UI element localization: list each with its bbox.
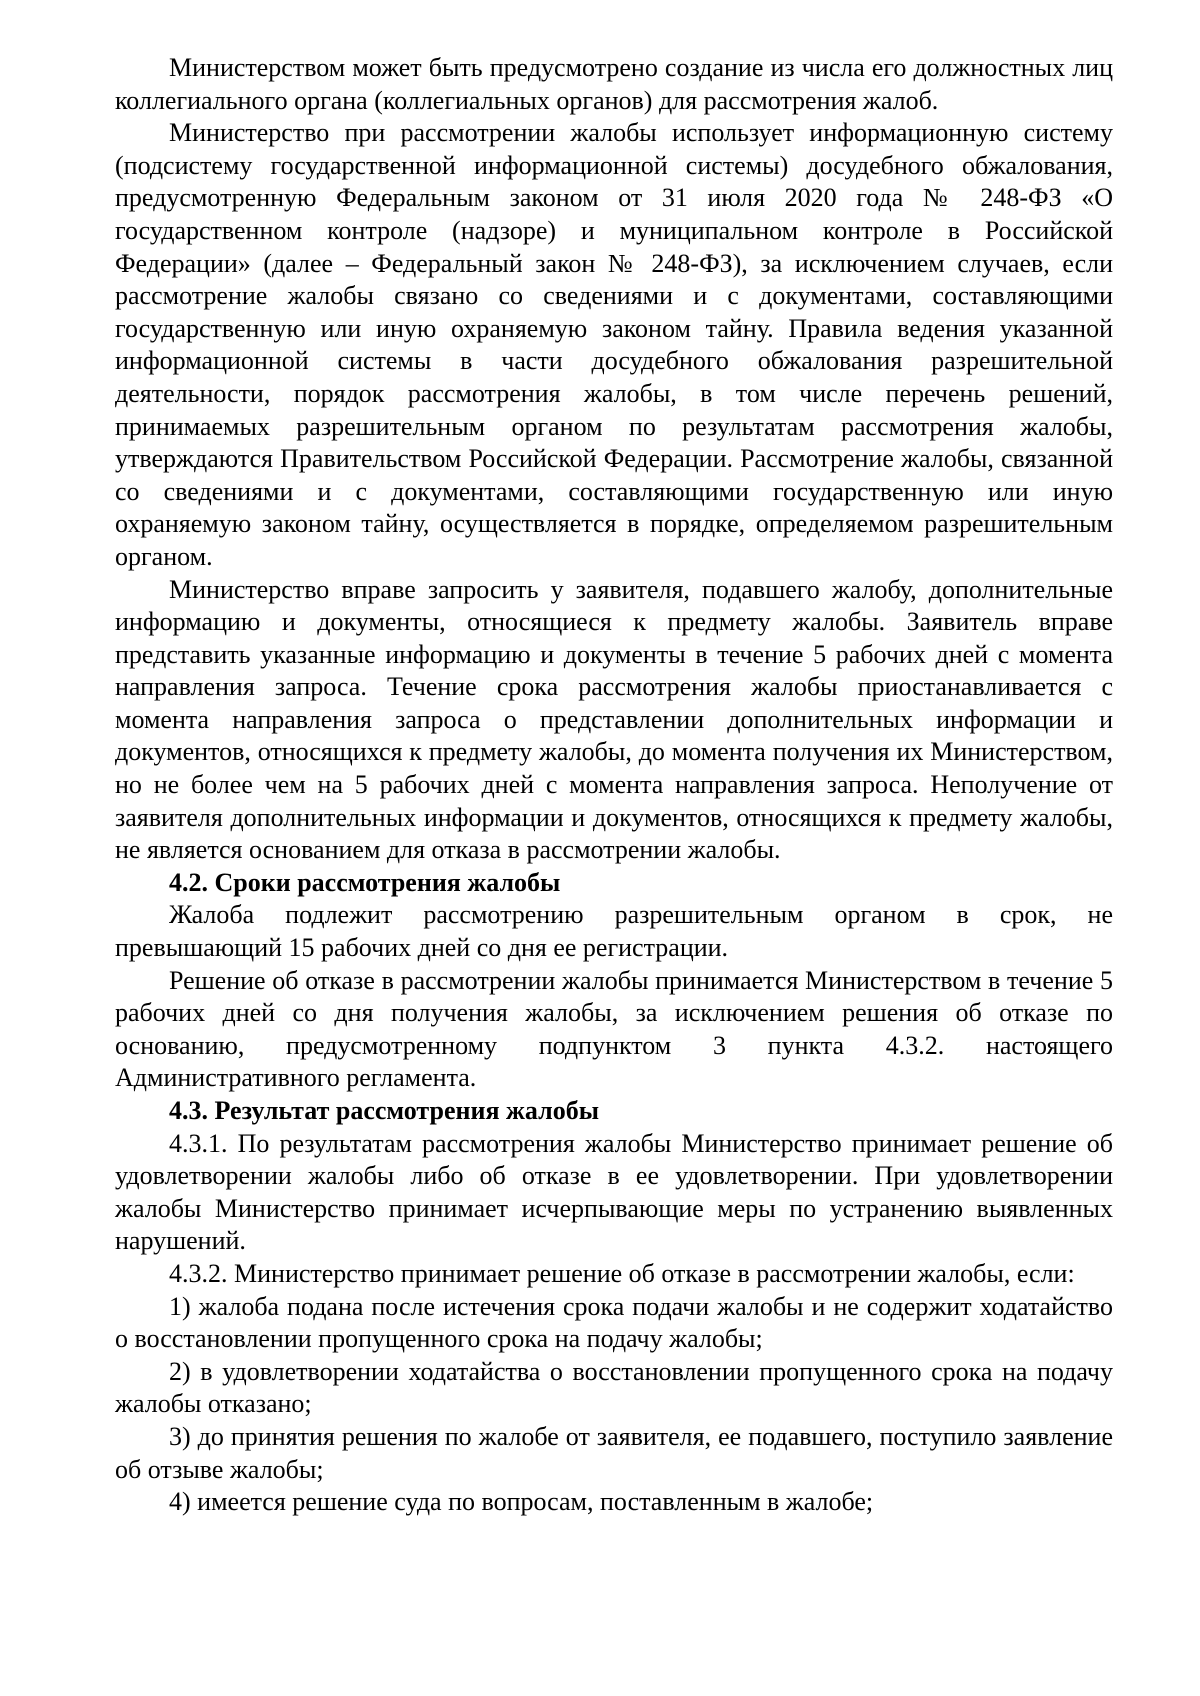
section-heading-review-terms: 4.2. Сроки рассмотрения жалобы: [169, 867, 561, 897]
paragraph-4-3-1: 4.3.1. По результатам рассмотрения жалобы Министерство принимает решение об удовлетворении жалобы либо об отказе в ее удовлетворении. При удовлетворении жалобы Министерство принимает исчерпывающие меры по устранению выявленных нарушений.: [115, 1128, 1113, 1256]
list-item: 1) жалоба подана после истечения срока подачи жалобы и не содержит ходатайство о восстановлении пропущенного срока на подачу жалобы;: [115, 1291, 1113, 1354]
paragraph-review-term: Жалоба подлежит рассмотрению разрешительным органом в срок, не превышающий 15 рабочих дней со дня ее регистрации.: [115, 900, 1113, 963]
list-item: 3) до принятия решения по жалобе от заявителя, ее подавшего, поступило заявление об отзыве жалобы;: [115, 1421, 1113, 1484]
paragraph-refusal-term: Решение об отказе в рассмотрении жалобы принимается Министерством в течение 5 рабочих дней со дня получения жалобы, за исключением решения об отказе по основанию, предусмотренному подпунктом 3 пункта 4.3.2. настоящего Административного регламента.: [115, 965, 1113, 1093]
list-item: 4) имеется решение суда по вопросам, поставленным в жалобе;: [169, 1487, 874, 1517]
document-page: [115, 52, 1113, 1519]
list-item: 2) в удовлетворении ходатайства о восстановлении пропущенного срока на подачу жалобы отказано;: [115, 1356, 1113, 1419]
paragraph-4-3-2: 4.3.2. Министерство принимает решение об отказе в рассмотрении жалобы, если:: [169, 1258, 1075, 1288]
paragraph-information-system: Министерство при рассмотрении жалобы использует информационную систему (подсистему государственной информационной системы) досудебного обжалования, предусмотренную Федеральным законом от 31 июля 2020 года № 248-ФЗ «О государственном контроле (надзоре) и муниципальном контроле в Российской Федерации» (далее – Федеральный закон № 248-ФЗ), за исключением случаев, если рассмотрение жалобы связано со сведениями и с документами, составляющими государственную или иную охраняемую законом тайну. Правила ведения указанной информационной системы в части досудебного обжалования разрешительной деятельности, порядок рассмотрения жалобы, в том числе перечень решений, принимаемых разрешительным органом по результатам рассмотрения жалобы, утверждаются Правительством Российской Федерации. Рассмотрение жалобы, связанной со сведениями и с документами, составляющими государственную или иную охраняемую законом тайну, осуществляется в порядке, определяемом разрешительным органом.: [115, 118, 1113, 571]
section-heading-review-result: 4.3. Результат рассмотрения жалобы: [169, 1096, 600, 1125]
paragraph-additional-info: Министерство вправе запросить у заявителя, подавшего жалобу, дополнительные информацию и документы, относящиеся к предмету жалобы. Заявитель вправе представить указанные информацию и документы в течение 5 рабочих дней с момента направления запроса. Течение срока рассмотрения жалобы приостанавливается с момента направления запроса о представлении дополнительных информации и документов, относящихся к предмету жалобы, до момента получения их Министерством, но не более чем на 5 рабочих дней с момента направления запроса. Неполучение от заявителя дополнительных информации и документов, относящихся к предмету жалобы, не является основанием для отказа в рассмотрении жалобы.: [115, 574, 1113, 865]
paragraph-collegial-body: Министерством может быть предусмотрено создание из числа его должностных лиц коллегиального органа (коллегиальных органов) для рассмотрения жалоб.: [115, 53, 1113, 115]
